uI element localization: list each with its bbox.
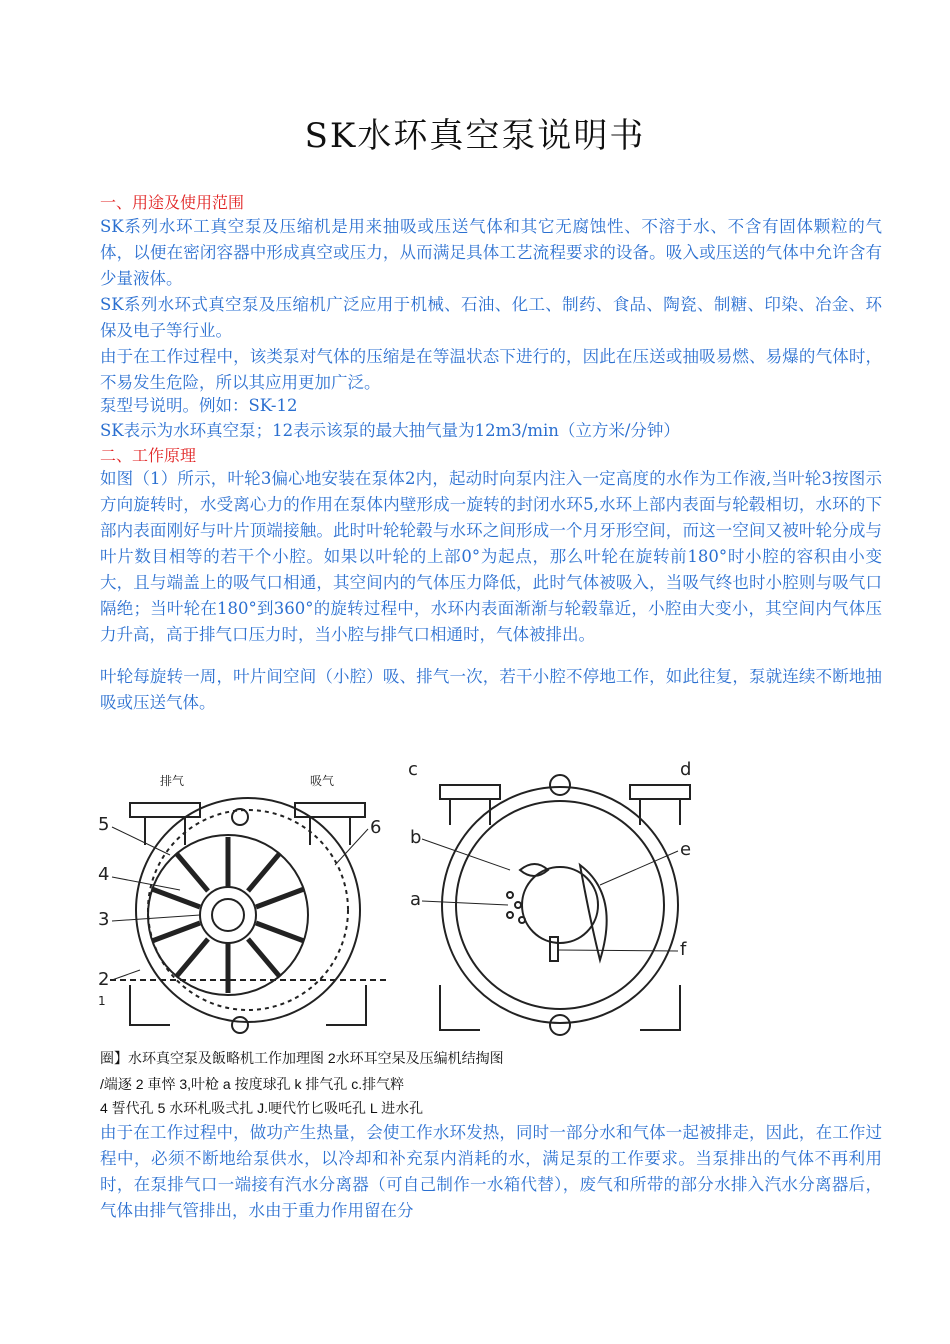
label-a: a (410, 889, 422, 910)
label-b: b (410, 827, 422, 848)
section-heading-usage: 一、用途及使用范围 (100, 193, 245, 212)
label-f: f (680, 939, 687, 960)
label-c: c (408, 759, 418, 780)
paragraph-usage-1: SK系列水环工真空泵及压缩机是用来抽吸或压送气体和其它无腐蚀性、不溶于水、不含有固体颗粒的气体，以便在密闭容器中形成真空或压力，从而满足具体工艺流程要求的设备。吸入或压送的气体中允许含有少量液体。 (100, 217, 882, 288)
paragraph-principle-1: 如图（1）所示，叶轮3偏心地安装在泵体2内，起动时向泵内注入一定高度的水作为工作液,当叶轮3按图示方向旋转时，水受离心力的作用在泵体内壁形成一旋转的封闭水环5,水环上部内表面与轮毂相切，水环的下部内表面刚好与叶片顶端接触。此时叶轮轮毂与水环之间形成一个月牙形空间，而这一空间又被叶轮分成与叶片数目相等的若干个小腔。如果以叶轮的上部0°为起点，那么叶轮在旋转前180°时小腔的容积由小变大，且与端盖上的吸气口相通，其空间内的气体压力降低，此时气体被吸入，当吸气终也时小腔则与吸气口隔绝；当叶轮在180°到360°的旋转过程中，水环内表面渐渐与轮毂靠近，小腔由大变小，其空间内气体压力升高，高于排气口压力时，当小腔与排气口相通时，气体被排出。 (100, 469, 882, 644)
paragraph-model-example: 泵型号说明。例如：SK-12 (100, 396, 298, 415)
label-e: e (680, 839, 692, 860)
paragraph-cooling: 由于在工作过程中，做功产生热量，会使工作水环发热，同时一部分水和气体一起被排走，因此，在工作过程中，必须不断地给泵供水，以冷却和补充泵内消耗的水，满足泵的工作要求。当泵排出的气体不再利用时，在泵排气口一端接有汽水分离器（可自己制作一水箱代替），废气和所带的部分水排入汽水分离器后，气体由排气管排出，水由于重力作用留在分 (100, 1123, 882, 1220)
label-1: 1 (98, 994, 106, 1008)
label-2: 2 (98, 969, 110, 990)
label-intake: 吸气 (310, 774, 335, 788)
pump-structure-right (440, 775, 690, 1035)
pump-cross-section-left (110, 798, 390, 1033)
label-d: d (680, 759, 692, 780)
paragraph-model-meaning: SK表示为水环真空泵；12表示该泵的最大抽气量为12m3/min（立方米/分钟） (100, 421, 680, 440)
figure-caption-1: 圈】水环真空泵及飯略机工作加理图 2水环耳空杲及压编机结掏图 (100, 1050, 504, 1066)
pump-diagram-figure (90, 755, 880, 1045)
paragraph-usage-2: SK系列水环式真空泵及压缩机广泛应用于机械、石油、化工、制药、食品、陶瓷、制糖、印染、冶金、环保及电子等行业。 (100, 295, 882, 340)
figure-caption-3: 4 誓代孔 5 水环札吸弍扎 J.哽代竹匕吸吒孔 L 进水孔 (100, 1100, 424, 1116)
figure-caption-2: /端逐 2 車悴 3,叶枪 a 按度球孔 k 排气孔 c.排气粹 (100, 1076, 405, 1092)
label-5: 5 (98, 814, 110, 835)
paragraph-principle-2: 叶轮每旋转一周，叶片间空间（小腔）吸、排气一次，若干小腔不停地工作，如此往复，泵就连续不断地抽吸或压送气体。 (100, 667, 882, 712)
document-title: SK水环真空泵说明书 (304, 116, 646, 156)
label-4: 4 (98, 864, 110, 885)
paragraph-usage-3: 由于在工作过程中，该类泵对气体的压缩是在等温状态下进行的，因此在压送或抽吸易燃、易爆的气体时，不易发生危险，所以其应用更加广泛。 (100, 347, 882, 392)
label-3: 3 (98, 909, 110, 930)
label-exhaust: 排气 (160, 774, 185, 788)
label-6: 6 (370, 817, 382, 838)
section-heading-principle: 二、工作原理 (100, 446, 197, 465)
